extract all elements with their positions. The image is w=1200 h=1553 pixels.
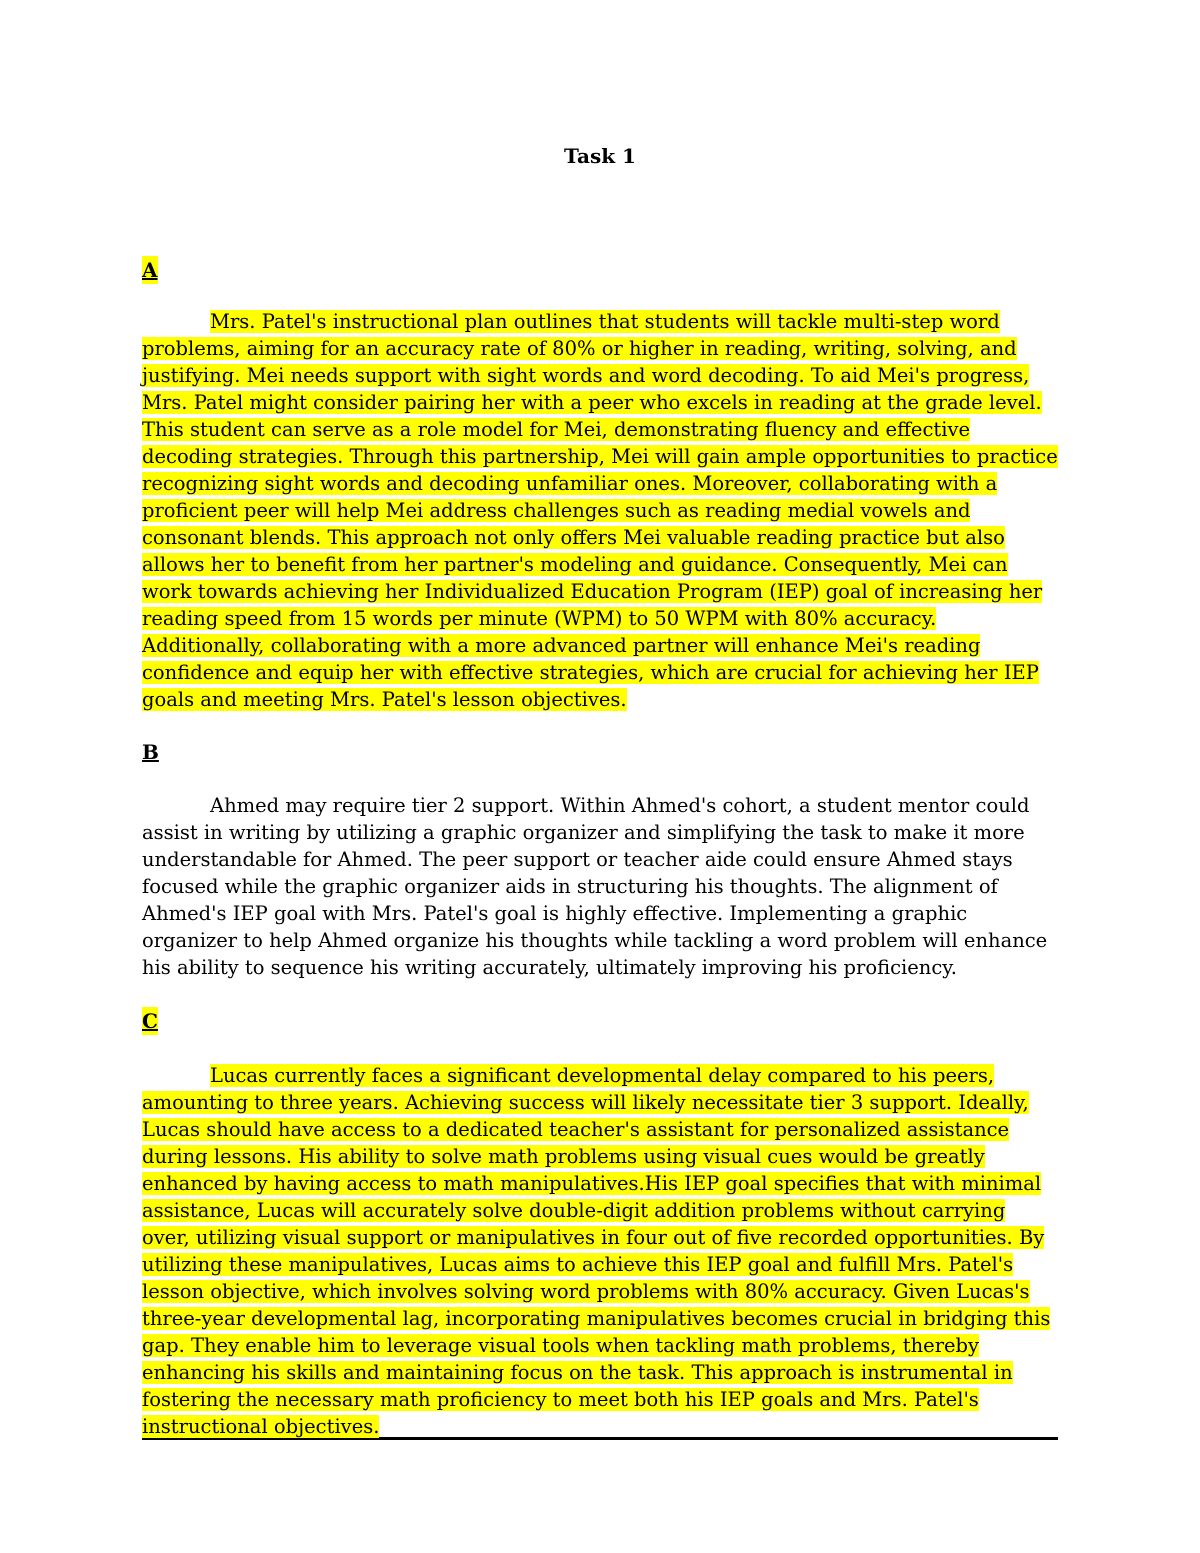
section-b-paragraph: Ahmed may require tier 2 support. Within Ahmed's cohort, a student mentor could assist in writing by utilizing a graphic organizer and simplifying the task to make it more understandable for Ahmed. The peer support or teacher aide could ensure Ahmed stays focused while the graphic organizer aids in structuring his thoughts. The alignment of Ahmed's IEP goal with Mrs. Patel's goal is highly effective. Implementing a graphic organizer to help Ahmed organize his thoughts while tackling a word problem will enhance his ability to sequence his writing accurately, ultimately improving his proficiency. (142, 794, 1048, 979)
section-a-text: Mrs. Patel's instructional plan outlines that students will tackle multi-step word problems, aiming for an accuracy rate of 80% or higher in reading, writing, solving, and justifying. Mei needs support with sight words and word decoding. To aid Mei's progress, Mrs. Patel might consider pairing her with a peer who excels in reading at the grade level. This student can serve as a role model for Mei, demonstrating fluency and effective decoding strategies. Through this partnership, Mei will gain ample opportunities to practice recognizing sight words and decoding unfamiliar ones. Moreover, collaborating with a proficient peer will help Mei address challenges such as reading medial vowels and consonant blends. This approach not only offers Mei valuable reading practice but also allows her to benefit from her partner's modeling and guidance. Consequently, Mei can work towards achieving her Individualized Education Program (IEP) goal of increasing her reading speed from 15 words per minute (WPM) to 50 WPM with 80% accuracy. Additionally, collaborating with a more advanced partner will enhance Mei's reading confidence and equip her with effective strategies, which are crucial for achieving her IEP goals and meeting Mrs. Patel's lesson objectives. (142, 310, 1058, 711)
section-b-heading: B (142, 740, 159, 764)
section-c-heading-wrap (142, 1007, 1058, 1035)
document-title: Task 1 (564, 144, 636, 168)
section-c-heading: C (142, 1009, 158, 1033)
section-c-paragraph (142, 1062, 1058, 1440)
section-a-paragraph (142, 308, 1058, 713)
section-a-heading-wrap (142, 256, 1058, 284)
section-a-heading: A (142, 258, 158, 282)
section-c-text: Lucas currently faces a significant developmental delay compared to his peers, amounting to three years. Achieving success will likely necessitate tier 3 support. Ideally, Lucas should have access to a dedicated teacher's assistant for personalized assistance during lessons. His ability to solve math problems using visual cues would be greatly enhanced by having access to math manipulatives.His IEP goal specifies that with minimal assistance, Lucas will accurately solve double-digit addition problems without carrying over, utilizing visual support or manipulatives in four out of five recorded opportunities. By utilizing these manipulatives, Lucas aims to achieve this IEP goal and fulfill Mrs. Patel's lesson objective, which involves solving word problems with 80% accuracy. Given Lucas's three-year developmental lag, incorporating manipulatives becomes crucial in bridging this gap. They enable him to leverage visual tools when tackling math problems, thereby enhancing his skills and maintaining focus on the task. This approach is instrumental in fostering the necessary math proficiency to meet both his IEP goals and Mrs. Patel's instructional objectives. (142, 1064, 1051, 1438)
document-page (142, 140, 1058, 1440)
section-b-heading-wrap (142, 738, 1058, 766)
